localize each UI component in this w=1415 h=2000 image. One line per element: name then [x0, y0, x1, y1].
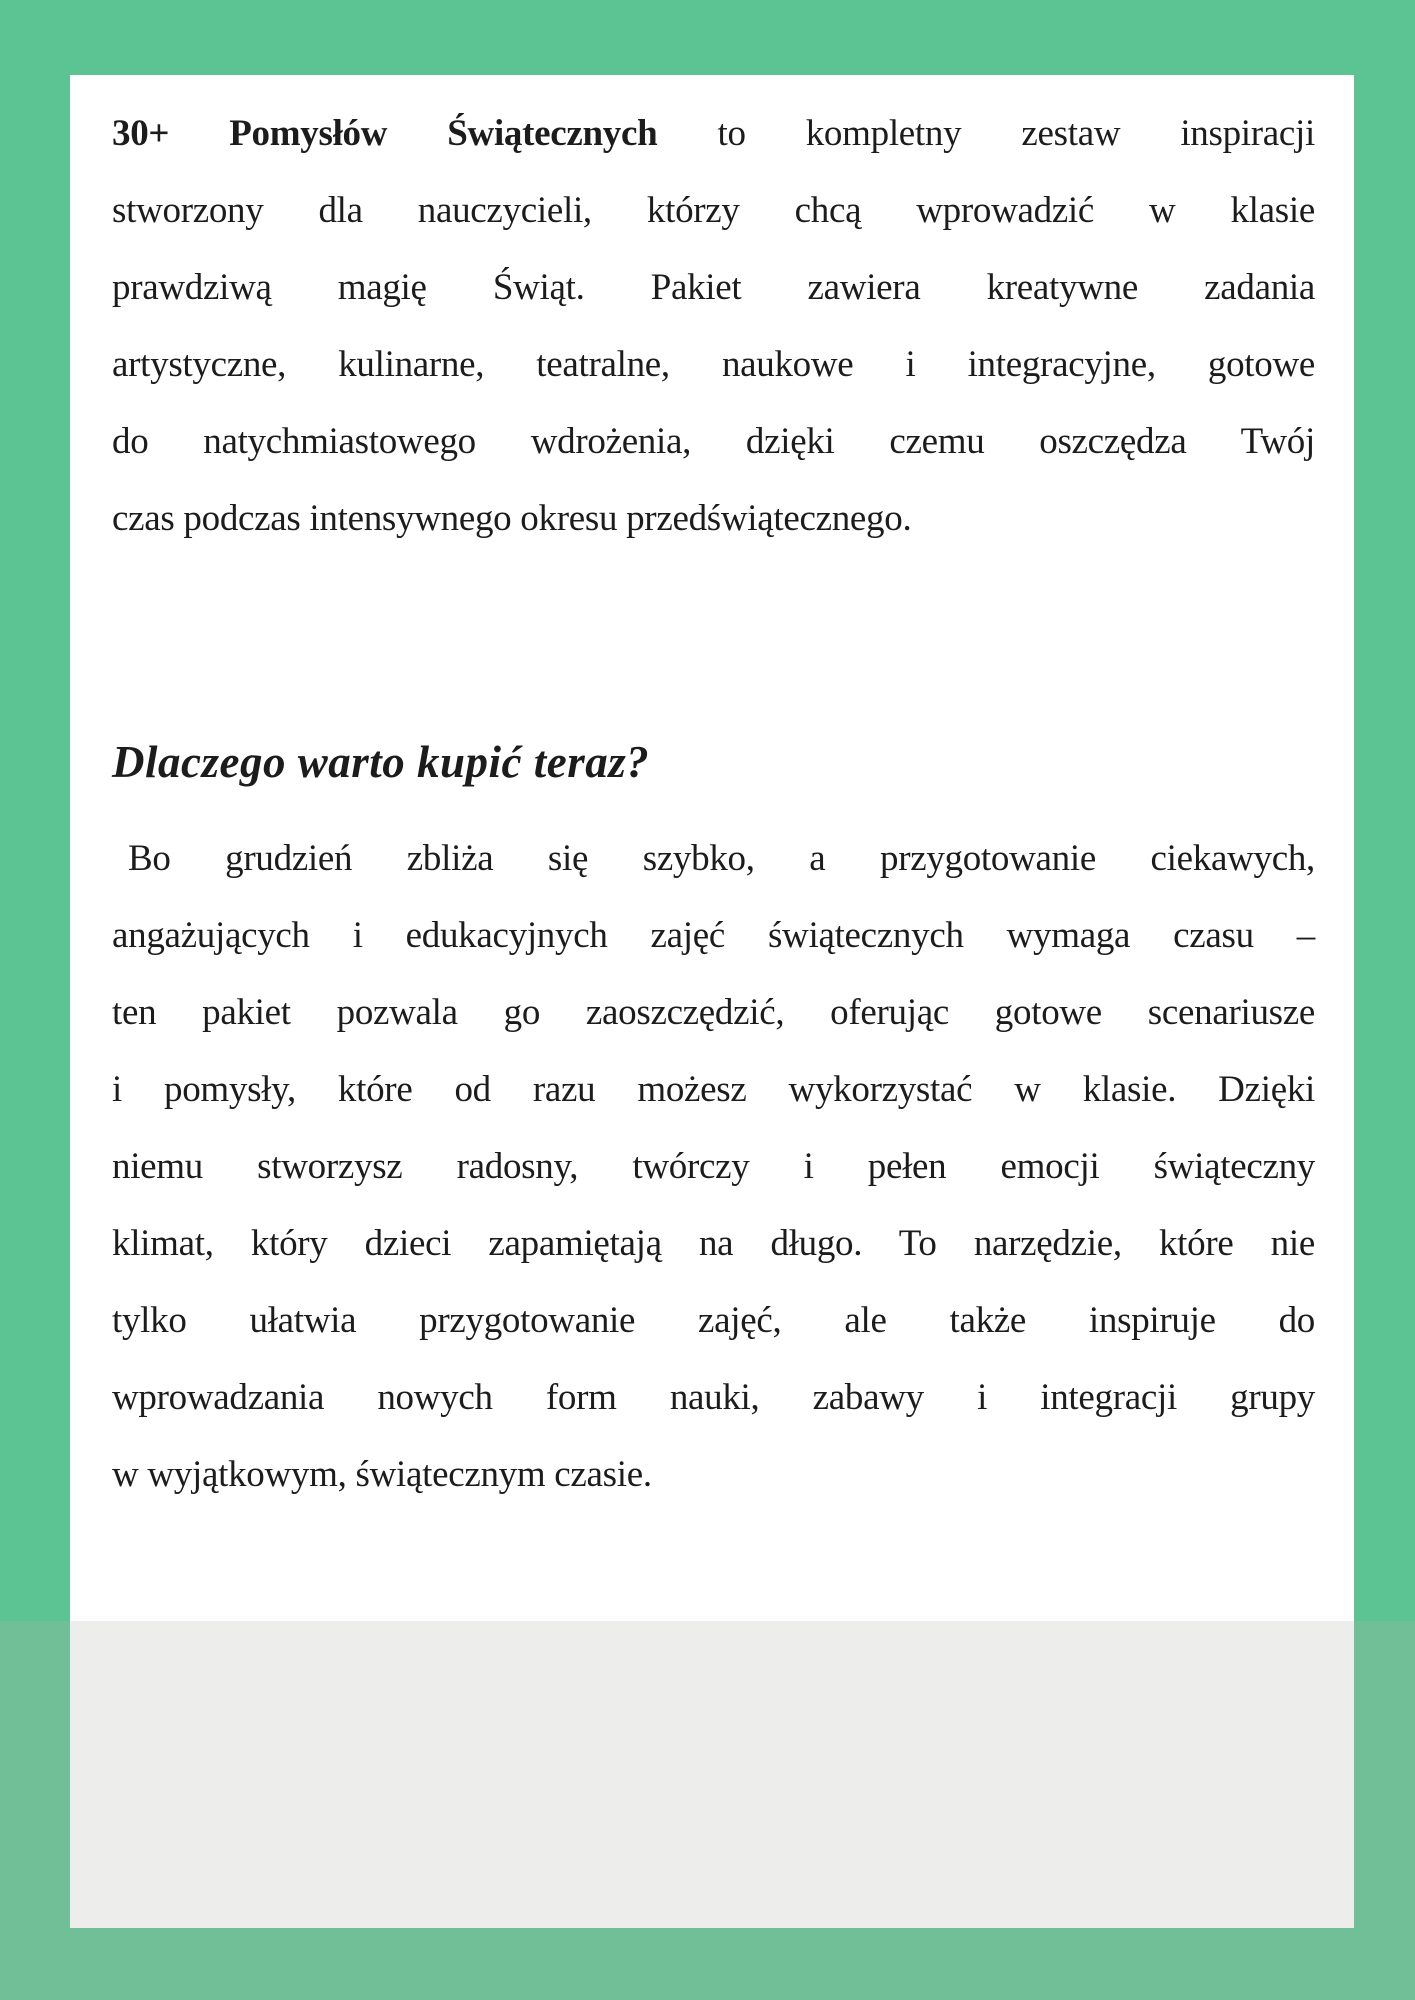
text-column	[112, 95, 1315, 1513]
text-line: 30+ Pomysłów Świątecznych to kompletny zestaw inspiracji	[112, 113, 1315, 154]
body-paragraph	[112, 820, 1315, 1513]
text-line: angażujących i edukacyjnych zajęć świątecznych wymaga czasu –	[112, 915, 1315, 956]
text-line: klimat, który dzieci zapamiętają na długo. To narzędzie, które nie	[112, 1223, 1315, 1264]
text-line: artystyczne, kulinarne, teatralne, naukowe i integracyjne, gotowe	[112, 344, 1315, 385]
text-line: prawdziwą magię Świąt. Pakiet zawiera kreatywne zadania	[112, 267, 1315, 308]
text-line: i pomysły, które od razu możesz wykorzystać w klasie. Dzięki	[112, 1069, 1315, 1110]
text-line: stworzony dla nauczycieli, którzy chcą wprowadzić w klasie	[112, 190, 1315, 231]
text-line: Bo grudzień zbliża się szybko, a przygotowanie ciekawych,	[128, 838, 1315, 879]
text-line: tylko ułatwia przygotowanie zajęć, ale także inspiruje do	[112, 1300, 1315, 1341]
section-heading: Dlaczego warto kupić teraz?	[112, 737, 650, 787]
text-line: niemu stworzysz radosny, twórczy i pełen emocji świąteczny	[112, 1146, 1315, 1187]
footer-panel	[70, 1621, 1354, 1928]
text-line: wprowadzania nowych form nauki, zabawy i integracji grupy	[112, 1377, 1315, 1418]
text-line: do natychmiastowego wdrożenia, dzięki czemu oszczędza Twój	[112, 421, 1315, 462]
intro-paragraph	[112, 95, 1315, 557]
text-line: czas podczas intensywnego okresu przedświątecznego.	[112, 498, 912, 539]
text-line: ten pakiet pozwala go zaoszczędzić, oferując gotowe scenariusze	[112, 992, 1315, 1033]
text-line: w wyjątkowym, świątecznym czasie.	[112, 1454, 652, 1495]
